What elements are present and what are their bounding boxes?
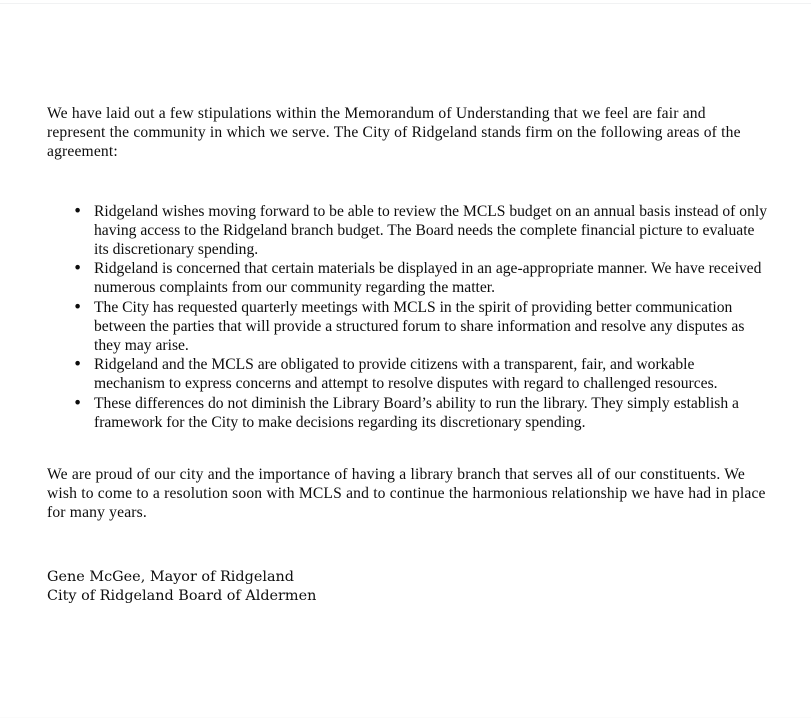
list-item-text: Ridgeland is concerned that certain materials be displayed in an age-appropriate manner. We have received numerous complaints from our community regarding the matter. <box>94 260 762 297</box>
list-item <box>47 202 769 260</box>
list-item-text: Ridgeland wishes moving forward to be able to review the MCLS budget on an annual basis instead of only having access to the Ridgeland branch budget. The Board needs the complete financial picture to evaluate its discretionary spending. <box>94 202 767 259</box>
stipulations-list <box>47 202 769 432</box>
bullet-icon: • <box>73 201 83 220</box>
spacer-list-closing <box>47 432 769 465</box>
list-item <box>47 298 769 356</box>
list-item <box>47 259 769 297</box>
spacer-intro-list <box>47 162 769 202</box>
closing-paragraph: We are proud of our city and the importance of having a library branch that serves all of our constituents. We wish to come to a resolution soon with MCLS and to continue the harmonious relationship we have had in place for many years. <box>47 466 766 522</box>
signature-organization: City of Ridgeland Board of Aldermen <box>47 588 317 605</box>
bullet-icon: • <box>73 393 83 412</box>
signature-name: Gene McGee, Mayor of Ridgeland <box>47 568 295 585</box>
list-item <box>47 355 769 393</box>
list-item-text: The City has requested quarterly meetings with MCLS in the spirit of providing better communication between the parties that will provide a structured forum to share information and resolve any disputes as they may arise. <box>94 298 745 355</box>
page-top-edge <box>0 3 811 4</box>
signature-block <box>47 568 769 607</box>
bullet-icon: • <box>73 259 83 278</box>
bullet-icon: • <box>73 355 83 374</box>
list-item-text: These differences do not diminish the Library Board’s ability to run the library. They simply establish a framework for the City to make decisions regarding its discretionary spending. <box>94 394 739 431</box>
document-body <box>47 104 769 607</box>
bullet-icon: • <box>73 297 83 316</box>
list-item-text: Ridgeland and the MCLS are obligated to provide citizens with a transparent, fair, and workable mechanism to express concerns and attempt to resolve disputes with regard to challenged resources. <box>94 356 718 393</box>
list-item <box>47 394 769 432</box>
intro-paragraph: We have laid out a few stipulations within the Memorandum of Understanding that we feel are fair and represent the community in which we serve. The City of Ridgeland stands firm on the following areas of the agreement: <box>47 105 741 161</box>
spacer-closing-signature <box>47 523 769 568</box>
page-bottom-edge <box>0 717 811 718</box>
